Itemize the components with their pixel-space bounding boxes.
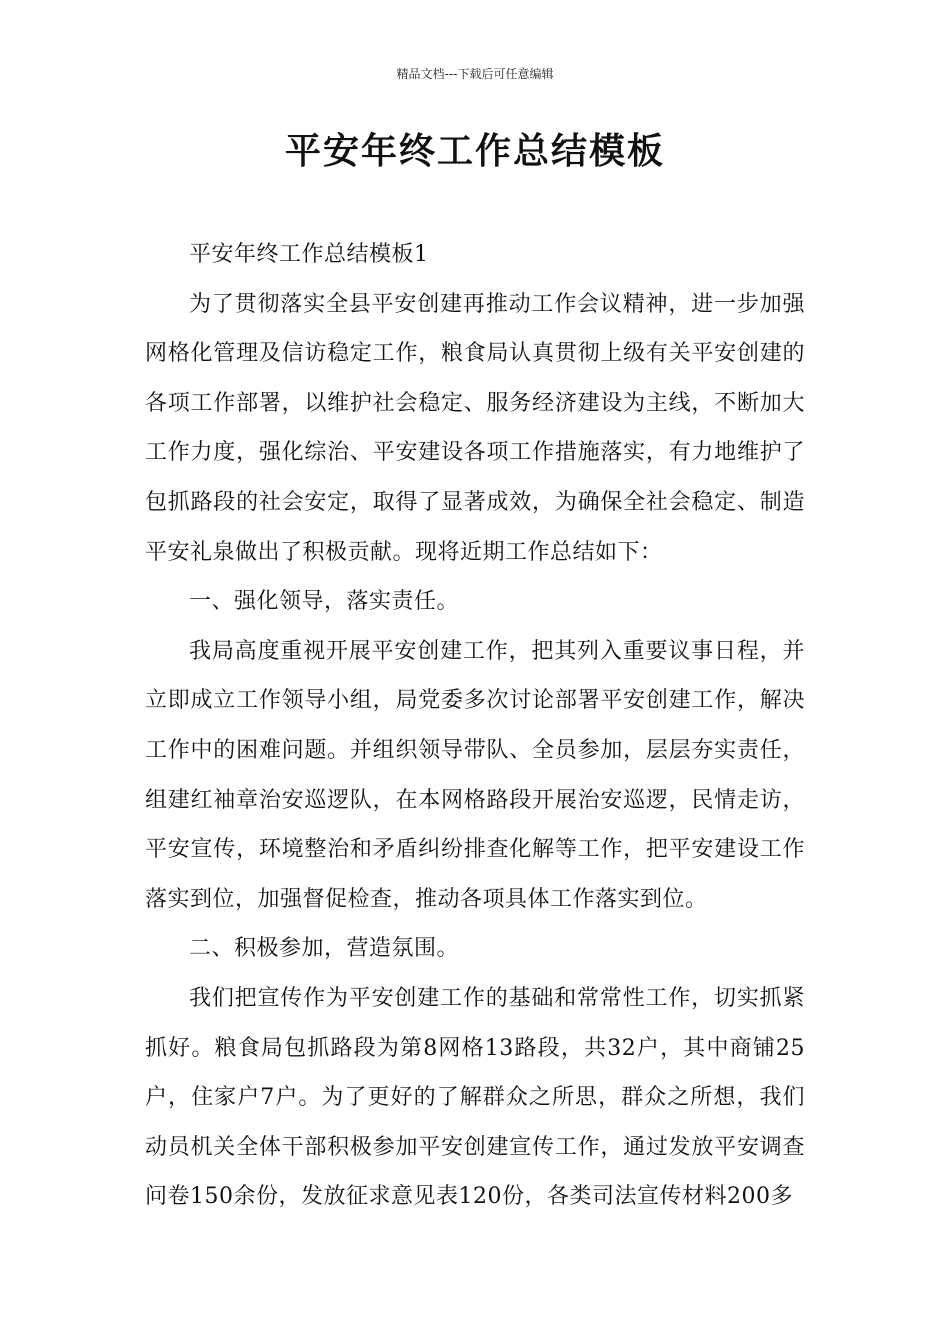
document-title: 平安年终工作总结模板 [284,131,665,172]
section-heading-1: 平安年终工作总结模板1 [189,242,429,267]
document-body [145,230,805,1222]
body-paragraph: 为了贯彻落实全县平安创建再推动工作会议精神，进一步加强网格化管理及信访稳定工作，粮食局认真贯彻上级有关平安创建的各项工作部署，以维护社会稳定、服务经济建设为主线，不断加大工作力度，强化综治、平安建设各项工作措施落实，有力地维护了包抓路段的社会安定，取得了显著成效，为确保全社会稳定、制造平安礼泉做出了积极贡献。现将近期工作总结如下： [145,291,805,565]
body-paragraph: 我局高度重视开展平安创建工作，把其列入重要议事日程，并立即成立工作领导小组，局党委多次讨论部署平安创建工作，解决工作中的困难问题。并组织领导带队、全员参加，层层夯实责任，组建红袖章治安巡逻队，在本网格路段开展治安巡逻，民情走访，平安宣传，环境整治和矛盾纠纷排查化解等工作，把平安建设工作落实到位，加强督促检查，推动各项具体工作落实到位。 [145,638,805,912]
header-note: 精品文档---下载后可任意编辑 [396,67,554,81]
body-paragraph: 我们把宣传作为平安创建工作的基础和常常性工作，切实抓紧抓好。粮食局包抓路段为第8网格13路段，共32户，其中商铺25户，住家户7户。为了更好的了解群众之所思，群众之所想，我们动员机关全体干部积极参加平安创建宣传工作，通过发放平安调查问卷150余份，发放征求意见表120份，各类司法宣传材料200多 [145,985,805,1210]
section-heading-3: 二、积极参加，营造氛围。 [189,936,460,962]
section-heading-2: 一、强化领导，落实责任。 [189,589,460,615]
